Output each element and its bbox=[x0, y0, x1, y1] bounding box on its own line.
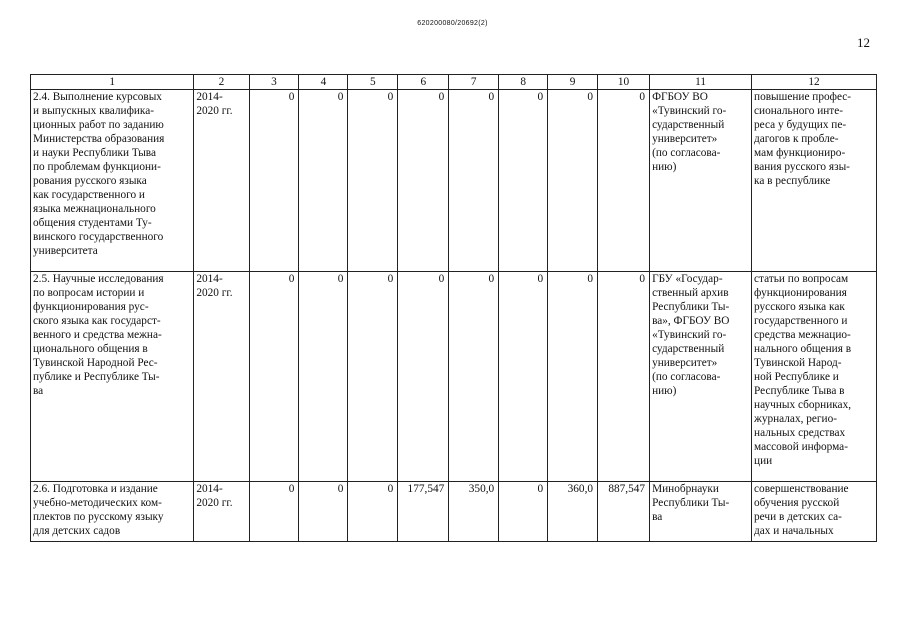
column-header: 3 bbox=[249, 75, 299, 90]
value-cell: 0 bbox=[499, 90, 548, 272]
measure-cell: 2.5. Научные исследования по вопросам истории и функционирования рус- ского языка как государст- венного и средства межна- ционального общения в Тувинской Народной Рес- публике и Республике Ты- ва bbox=[31, 272, 194, 482]
page-number: 12 bbox=[857, 35, 870, 50]
value-cell: 0 bbox=[548, 90, 598, 272]
result-cell: повышение профес- сионального инте- реса у будущих пе- дагогов к пробле- мам функциониро- вания русского язы- ка в республике bbox=[752, 90, 877, 272]
value-cell: 887,547 bbox=[598, 482, 650, 542]
column-header: 1 bbox=[31, 75, 194, 90]
value-cell: 0 bbox=[598, 90, 650, 272]
column-header: 6 bbox=[398, 75, 449, 90]
value-cell: 0 bbox=[299, 90, 348, 272]
table-row bbox=[31, 482, 877, 542]
value-cell: 0 bbox=[249, 272, 299, 482]
measure-cell: 2.6. Подготовка и издание учебно-методических ком- плектов по русскому языку для детских садов bbox=[31, 482, 194, 542]
value-cell: 0 bbox=[499, 272, 548, 482]
period-cell: 2014- 2020 гг. bbox=[194, 482, 249, 542]
value-cell: 0 bbox=[548, 272, 598, 482]
measure-cell: 2.4. Выполнение курсовых и выпускных квалифика- ционных работ по заданию Министерства образования и науки Республики Тыва по проблемам функциони- рования русского языка как государственного и языка межнационального общения студентами Ту- винского государственного университета bbox=[31, 90, 194, 272]
executor-cell: Минобрнауки Республики Ты- ва bbox=[650, 482, 752, 542]
period-cell: 2014- 2020 гг. bbox=[194, 90, 249, 272]
document-id: 620200080/20692(2) bbox=[417, 20, 488, 27]
program-table bbox=[30, 74, 877, 542]
value-cell: 0 bbox=[299, 272, 348, 482]
column-header: 12 bbox=[752, 75, 877, 90]
value-cell: 0 bbox=[449, 90, 499, 272]
column-header: 7 bbox=[449, 75, 499, 90]
value-cell: 350,0 bbox=[449, 482, 499, 542]
value-cell: 0 bbox=[449, 272, 499, 482]
table-header-row bbox=[31, 75, 877, 90]
value-cell: 0 bbox=[249, 482, 299, 542]
value-cell: 0 bbox=[598, 272, 650, 482]
column-header: 2 bbox=[194, 75, 249, 90]
result-cell: совершенствование обучения русской речи в детских са- дах и начальных bbox=[752, 482, 877, 542]
value-cell: 0 bbox=[249, 90, 299, 272]
column-header: 9 bbox=[548, 75, 598, 90]
value-cell: 0 bbox=[348, 482, 398, 542]
value-cell: 177,547 bbox=[398, 482, 449, 542]
executor-cell: ФГБОУ ВО «Тувинский го- сударственный университет» (по согласова- нию) bbox=[650, 90, 752, 272]
column-header: 10 bbox=[598, 75, 650, 90]
table-row bbox=[31, 90, 877, 272]
column-header: 11 bbox=[650, 75, 752, 90]
column-header: 8 bbox=[499, 75, 548, 90]
table-row bbox=[31, 272, 877, 482]
value-cell: 0 bbox=[398, 272, 449, 482]
value-cell: 0 bbox=[299, 482, 348, 542]
column-header: 4 bbox=[299, 75, 348, 90]
executor-cell: ГБУ «Государ- ственный архив Республики Ты- ва», ФГБОУ ВО «Тувинский го- сударственный университет» (по согласова- нию) bbox=[650, 272, 752, 482]
value-cell: 0 bbox=[499, 482, 548, 542]
column-header: 5 bbox=[348, 75, 398, 90]
result-cell: статьи по вопросам функционирования русского языка как государственного и средства межнацио- нального общения в Тувинской Народ- ной Республике и Республике Тыва в научных сборниках, журналах, регио- нальных средствах массовой информа- ции bbox=[752, 272, 877, 482]
value-cell: 0 bbox=[348, 90, 398, 272]
period-cell: 2014- 2020 гг. bbox=[194, 272, 249, 482]
value-cell: 0 bbox=[348, 272, 398, 482]
value-cell: 0 bbox=[398, 90, 449, 272]
value-cell: 360,0 bbox=[548, 482, 598, 542]
